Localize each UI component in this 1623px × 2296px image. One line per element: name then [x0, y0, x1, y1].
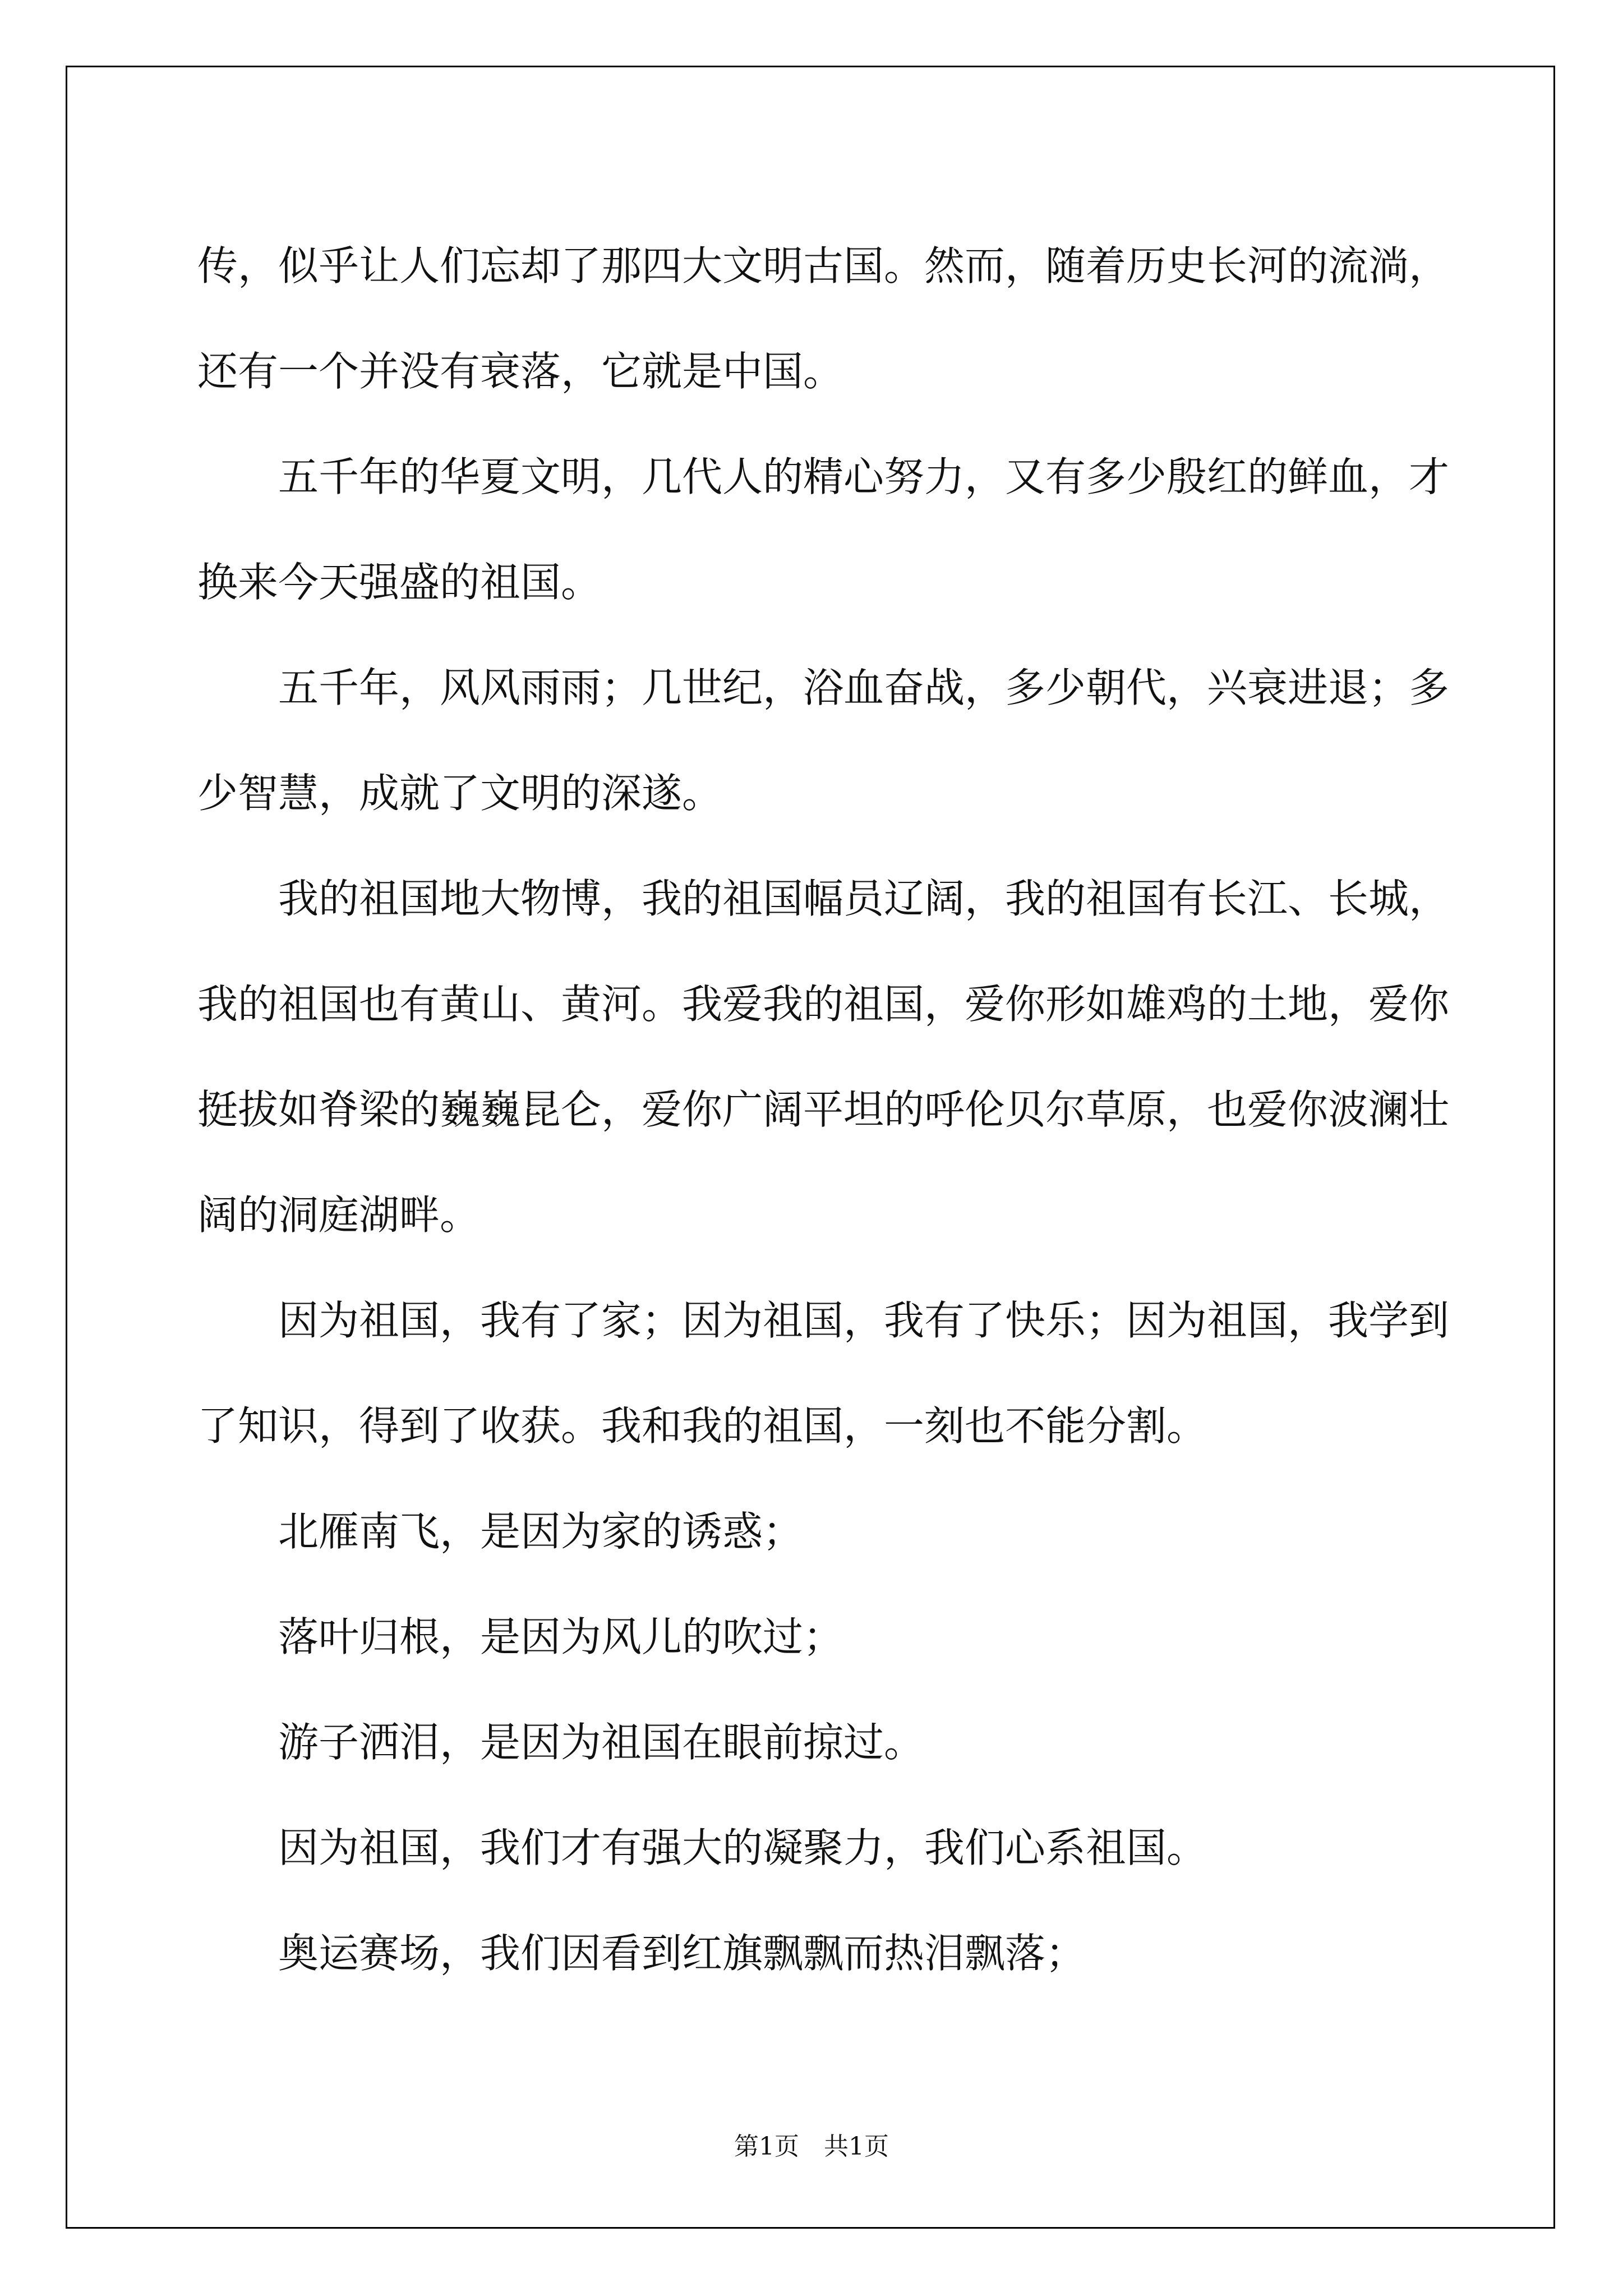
paragraph: 因为祖国，我有了家；因为祖国，我有了快乐；因为祖国，我学到了知识，得到了收获。我和我的祖国，一刻也不能分割。 [197, 1297, 1450, 1450]
paragraph: 五千年，风风雨雨；几世纪，浴血奋战，多少朝代，兴衰进退；多少智慧，成就了文明的深遂。 [197, 664, 1450, 817]
paragraph: 落叶归根，是因为风儿的吹过； [197, 1613, 844, 1660]
paragraph: 奥运赛场，我们因看到红旗飘飘而热泪飘落； [197, 1930, 1086, 1977]
page-number-footer: 第1页 共1页 [734, 2132, 889, 2161]
paragraph: 北雁南飞，是因为家的诱惑； [197, 1508, 804, 1555]
paragraph: 因为祖国，我们才有强大的凝聚力，我们心系祖国。 [197, 1824, 1207, 1871]
paragraph: 我的祖国地大物博，我的祖国幅员辽阔，我的祖国有长江、长城，我的祖国也有黄山、黄河。我爱我的祖国，爱你形如雄鸡的土地，爱你挺拔如脊梁的巍巍昆仑，爱你广阔平坦的呼伦贝尔草原，也爱你波澜壮阔的洞庭湖畔。 [197, 875, 1450, 1239]
paragraph: 五千年的华夏文明，几代人的精心努力，又有多少殷红的鲜血，才换来今天强盛的祖国。 [197, 453, 1450, 606]
paragraph: 传，似乎让人们忘却了那四大文明古国。然而，随着历史长河的流淌，还有一个并没有衰落，它就是中国。 [197, 242, 1450, 395]
document-body [197, 213, 1454, 2006]
paragraph: 游子洒泪，是因为祖国在眼前掠过。 [197, 1719, 925, 1766]
